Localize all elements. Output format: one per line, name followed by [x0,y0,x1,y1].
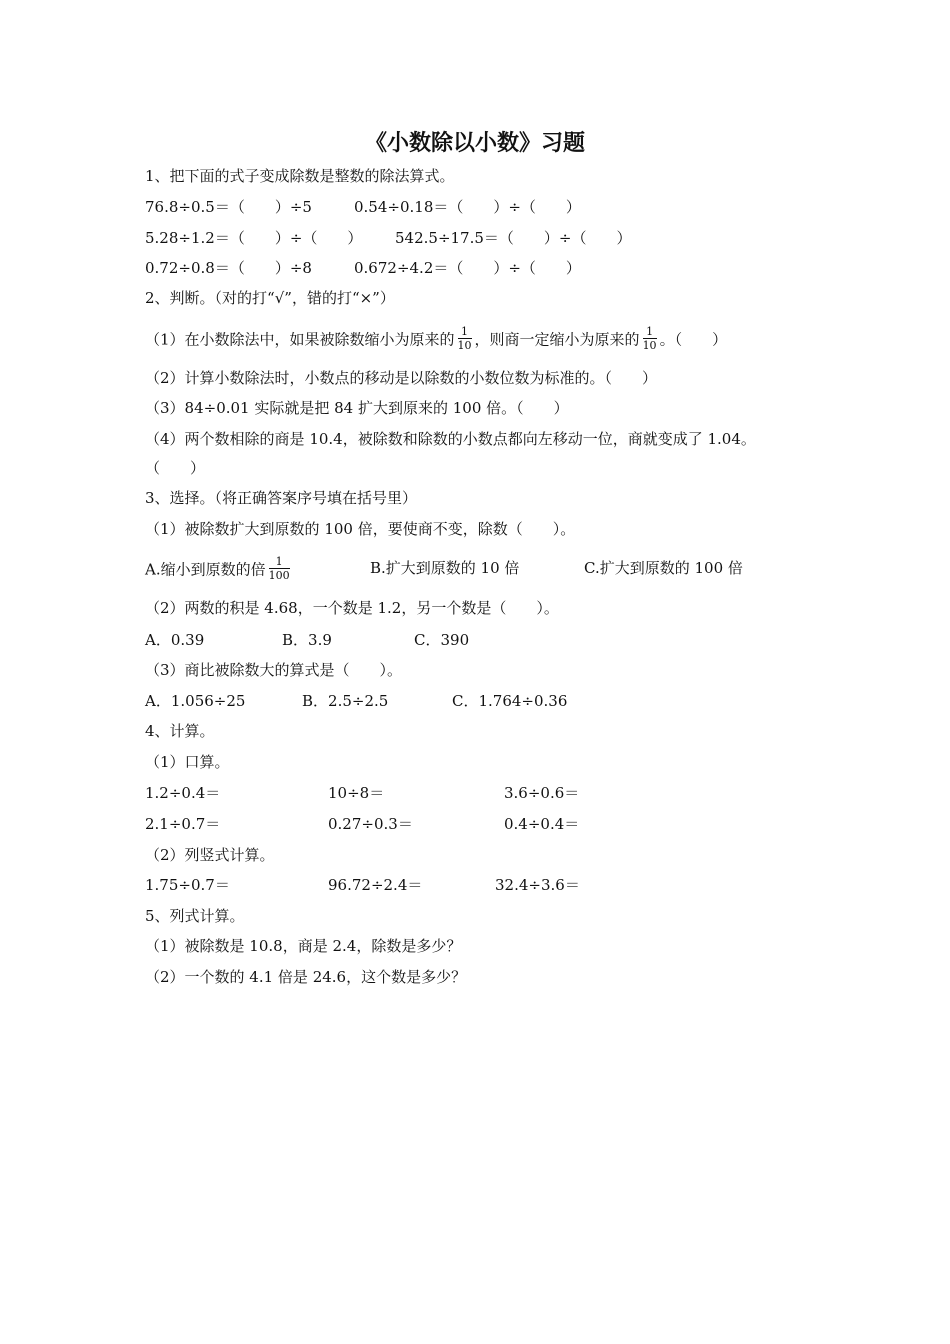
page-title: 《小数除以小数》习题 [364,130,585,156]
q3-item1: （1）被除数扩大到原数的 100 倍，要使商不变，除数（ ）。 [145,520,576,538]
q1-row1-left: 76.8÷0.5＝（ ）÷5 [145,198,312,216]
fraction-one-tenth-2: $\frac{1}{10}$ [642,325,657,352]
q2-item1-text-a: （1）在小数除法中，如果被除数缩小为原来的 [145,330,455,349]
q3-item3-opt-a: A．1.056÷25 [145,692,246,710]
q3-item1-opt-a: A.缩小到原数的倍 $\frac{1}{100}$ [145,555,290,582]
oral-calc-r1c2: 10÷8＝ [328,784,385,802]
q4-heading: 4、计算。 [145,722,215,740]
q3-item2-opt-b: B．3.9 [282,631,332,649]
q2-item1-text-c: 。（ ） [659,330,728,349]
q2-item1-text-b: ，则商一定缩小为原来的 [474,330,640,349]
q5-item1: （1）被除数是 10.8，商是 2.4，除数是多少？ [145,937,462,955]
q3-item1-opt-b: B.扩大到原数的 10 倍 [370,559,520,577]
q2-item4: （4）两个数相除的商是 10.4，被除数和除数的小数点都向左移动一位，商就变成了 1.04。 [145,430,756,448]
q3-heading: 3、选择。（将正确答案序号填在括号里） [145,489,418,507]
oral-calc-r2c1: 2.1÷0.7＝ [145,815,221,833]
oral-calc-r1c1: 1.2÷0.4＝ [145,784,221,802]
oral-calc-r2c3: 0.4÷0.4＝ [504,815,580,833]
q2-heading: 2、判断。（对的打“√”，错的打“×”） [145,289,395,307]
q3-item2-opt-c: C．390 [414,631,470,649]
vertical-calc-c1: 1.75÷0.7＝ [145,876,230,894]
q5-item2: （2）一个数的 4.1 倍是 24.6，这个数是多少？ [145,968,467,986]
q2-item2: （2）计算小数除法时，小数点的移动是以除数的小数位数为标准的。（ ） [145,369,658,387]
q4-sub2: （2）列竖式计算。 [145,846,275,864]
fraction-one-tenth: $\frac{1}{10}$ [457,325,472,352]
q2-item1 [145,325,728,353]
vertical-calc-c2: 96.72÷2.4＝ [328,876,423,894]
q1-row1-right: 0.54÷0.18＝（ ）÷（ ） [354,198,581,216]
q1-row2-left: 5.28÷1.2＝（ ）÷（ ） [145,229,363,247]
vertical-calc-c3: 32.4÷3.6＝ [495,876,580,894]
oral-calc-r1c3: 3.6÷0.6＝ [504,784,580,802]
q3-item3-opt-b: B．2.5÷2.5 [302,692,389,710]
q3-item1-opt-c: C.扩大到原数的 100 倍 [584,559,743,577]
q1-row2-right: 542.5÷17.5＝（ ）÷（ ） [395,229,632,247]
q4-sub1: （1）口算。 [145,753,230,771]
q5-heading: 5、列式计算。 [145,907,245,925]
oral-calc-r2c2: 0.27÷0.3＝ [328,815,413,833]
q1-heading: 1、把下面的式子变成除数是整数的除法算式。 [145,167,455,185]
q3-item2-opt-a: A．0.39 [145,631,205,649]
q3-item3: （3）商比被除数大的算式是（ ）。 [145,661,403,679]
q1-row3-right: 0.672÷4.2＝（ ）÷（ ） [354,259,581,277]
q2-item4-paren: （ ） [145,459,206,477]
q2-item3: （3）84÷0.01 实际就是把 84 扩大到原来的 100 倍。（ ） [145,399,569,417]
fraction-one-hundredth: $\frac{1}{100}$ [268,555,290,582]
q3-item2: （2）两数的积是 4.68，一个数是 1.2，另一个数是（ ）。 [145,599,559,617]
q3-item3-opt-c: C．1.764÷0.36 [452,692,568,710]
q1-row3-left: 0.72÷0.8＝（ ）÷8 [145,259,312,277]
